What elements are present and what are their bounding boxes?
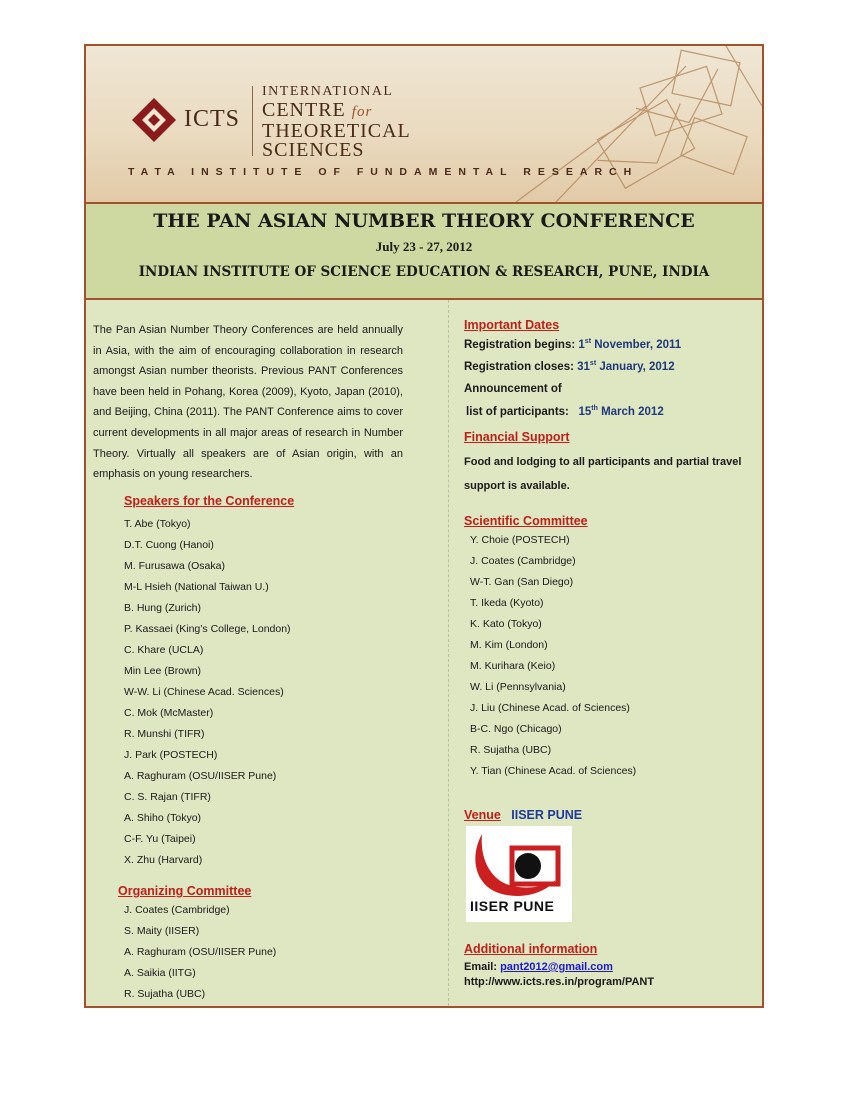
- registration-begins: Registration begins: 1st November, 2011: [464, 338, 682, 351]
- poster: [84, 44, 764, 1008]
- committee-member-item: J. Coates (Cambridge): [470, 555, 576, 567]
- email-line: Email: pant2012@gmail.com: [464, 961, 613, 973]
- registration-closes-date: 31st January, 2012: [577, 360, 675, 373]
- registration-closes: Registration closes: 31st January, 2012: [464, 360, 675, 373]
- committee-member-item: B-C. Ngo (Chicago): [470, 723, 562, 735]
- organizing-list: [124, 900, 276, 1005]
- speaker-item: B. Hung (Zurich): [124, 602, 202, 614]
- committee-member-item: M. Kurihara (Keio): [470, 660, 556, 672]
- centre-line-4: SCIENCES: [262, 139, 365, 161]
- important-dates-heading: Important Dates: [464, 318, 560, 332]
- speaker-item: T. Abe (Tokyo): [124, 518, 191, 530]
- speaker-item: C-F. Yu (Taipei): [124, 833, 196, 845]
- speaker-item: M. Furusawa (Osaka): [124, 560, 225, 572]
- centre-name: [262, 82, 411, 160]
- iiser-pune-logo: [466, 826, 572, 922]
- announcement-line-1: Announcement of: [464, 383, 562, 395]
- centre-line-2: CENTRE for: [262, 99, 373, 121]
- organizer-item: J. Coates (Cambridge): [124, 904, 230, 916]
- committee-member-item: W-T. Gan (San Diego): [470, 576, 574, 588]
- iiser-logo-text: IISER PUNE: [470, 898, 555, 914]
- speaker-item: A. Raghuram (OSU/IISER Pune): [124, 770, 277, 782]
- icts-logo-text: ICTS: [184, 106, 241, 132]
- speaker-item: Min Lee (Brown): [124, 665, 202, 677]
- speaker-item: P. Kassaei (King’s College, London): [124, 623, 291, 635]
- registration-begins-date: 1st November, 2011: [578, 338, 682, 351]
- financial-heading: Financial Support: [464, 430, 570, 444]
- speaker-item: A. Shiho (Tokyo): [124, 812, 202, 824]
- column-divider: [448, 300, 450, 1006]
- organizing-heading: Organizing Committee: [118, 884, 252, 898]
- speaker-item: W-W. Li (Chinese Acad. Sciences): [124, 686, 284, 698]
- body-area: [86, 300, 762, 1006]
- organizer-item: R. Sujatha (UBC): [124, 988, 206, 1000]
- conference-dates: July 23 - 27, 2012: [375, 239, 473, 254]
- website-url[interactable]: http://www.icts.res.in/program/PANT: [464, 976, 655, 988]
- intro-paragraph: The Pan Asian Number Theory Conferences are held annually in Asia, with the aim of encouraging collaboration in research amongst Asian number theorists. Previous PANT Conferences have been held in Pohang, Korea (2009), Kyoto, Japan (2010), and Beijing, China (2011). The PANT Conference aims to cover current developments in all major areas of research in Number Theory. Virtually all speakers are of Asian origin, with an emphasis on young researchers.: [93, 324, 403, 481]
- announcement-line-2: list of participants: 15th March 2012: [466, 405, 664, 418]
- title-band: [86, 202, 762, 300]
- header-banner: [86, 46, 762, 202]
- committee-member-item: R. Sujatha (UBC): [470, 744, 552, 756]
- committee-member-item: Y. Tian (Chinese Acad. of Sciences): [470, 765, 637, 777]
- speaker-item: X. Zhu (Harvard): [124, 854, 203, 866]
- financial-line-2: support is available.: [464, 480, 570, 492]
- icts-logo-icon: [130, 96, 178, 144]
- speaker-item: J. Park (POSTECH): [124, 749, 218, 761]
- conference-venue: INDIAN INSTITUTE OF SCIENCE EDUCATION & RESEARCH, PUNE, INDIA: [138, 264, 710, 280]
- committee-member-item: K. Kato (Tokyo): [470, 618, 542, 630]
- scientific-list: [470, 530, 636, 782]
- speaker-item: D.T. Cuong (Hanoi): [124, 539, 214, 551]
- organizer-item: A. Raghuram (OSU/IISER Pune): [124, 946, 277, 958]
- speaker-item: C. Mok (McMaster): [124, 707, 214, 719]
- committee-member-item: M. Kim (London): [470, 639, 548, 651]
- committee-member-item: J. Liu (Chinese Acad. of Sciences): [470, 702, 630, 714]
- organizer-item: A. Saikia (IITG): [124, 967, 196, 979]
- speaker-item: C. Khare (UCLA): [124, 644, 204, 656]
- speaker-item: R. Munshi (TIFR): [124, 728, 205, 740]
- venue-line: [464, 808, 582, 822]
- organizer-item: S. Maity (IISER): [124, 925, 200, 937]
- email-link[interactable]: pant2012@gmail.com: [500, 961, 613, 973]
- committee-member-item: W. Li (Pennsylvania): [470, 681, 566, 693]
- centre-line-1: INTERNATIONAL: [262, 84, 394, 99]
- committee-member-item: T. Ikeda (Kyoto): [470, 597, 544, 609]
- committee-member-item: Y. Choie (POSTECH): [470, 534, 570, 546]
- speakers-list: [124, 514, 291, 871]
- financial-line-1: Food and lodging to all participants and partial travel: [464, 456, 742, 468]
- logo-divider: [252, 86, 253, 156]
- speakers-heading: Speakers for the Conference: [124, 494, 295, 508]
- centre-line-3: THEORETICAL: [262, 120, 411, 142]
- scientific-heading: Scientific Committee: [464, 514, 588, 528]
- announcement-date: 15th March 2012: [578, 405, 664, 418]
- speaker-item: M-L Hsieh (National Taiwan U.): [124, 581, 269, 593]
- speaker-item: C. S. Rajan (TIFR): [124, 791, 211, 803]
- conference-title: THE PAN ASIAN NUMBER THEORY CONFERENCE: [153, 210, 695, 232]
- venue-label: Venue: [464, 808, 501, 822]
- additional-heading: Additional information: [464, 942, 598, 956]
- institute-name: TATA INSTITUTE OF FUNDAMENTAL RESEARCH: [128, 166, 639, 178]
- venue-name: IISER PUNE: [511, 808, 583, 822]
